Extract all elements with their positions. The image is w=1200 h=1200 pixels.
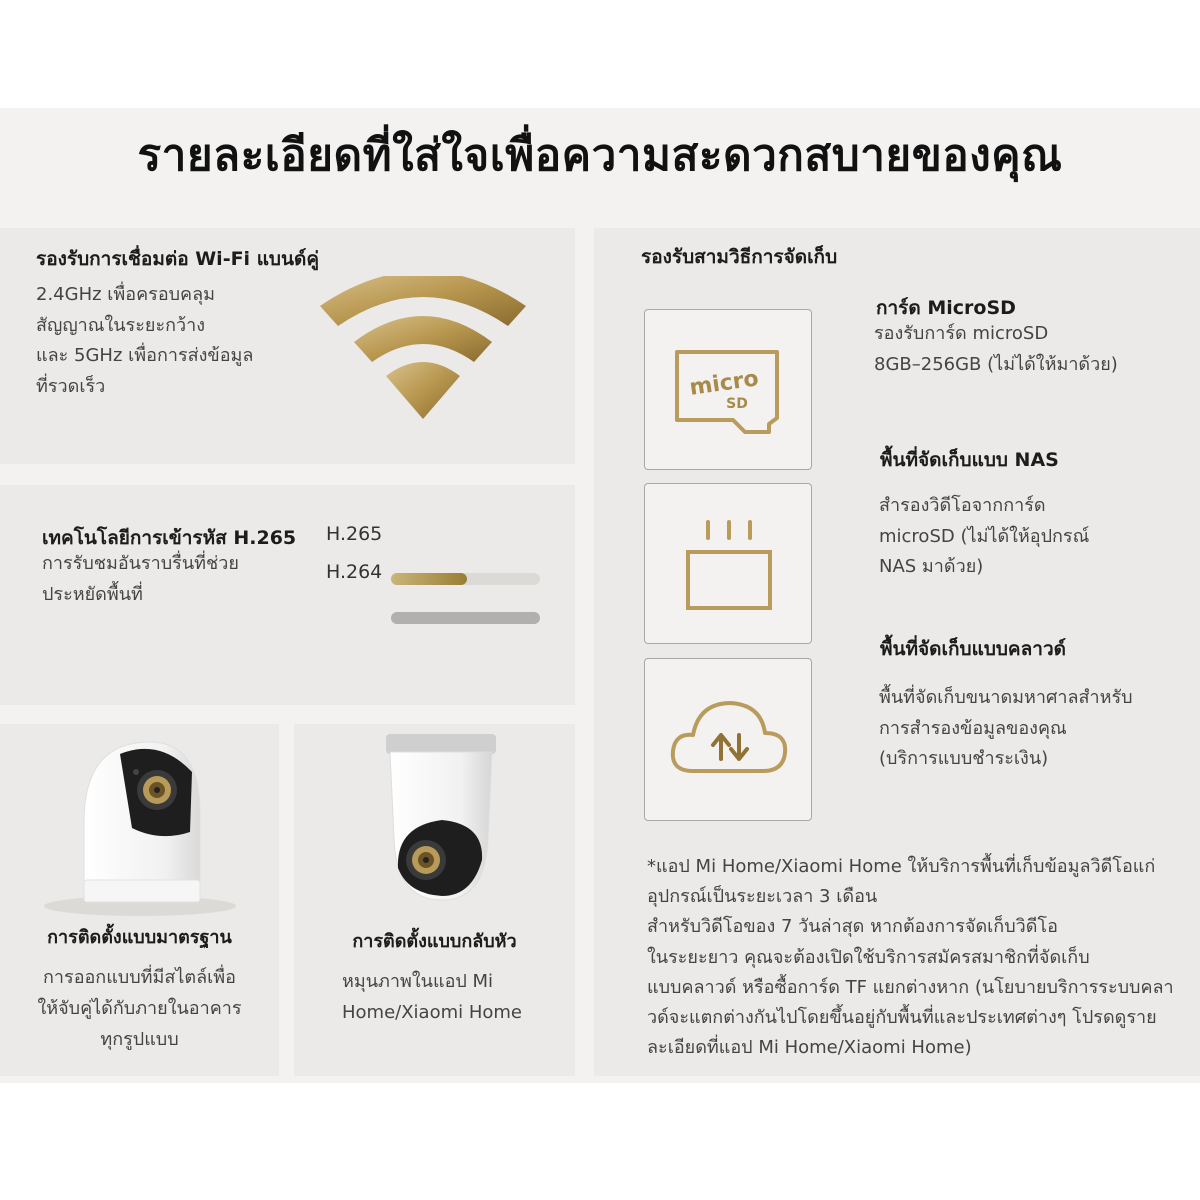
ceiling-mount-description — [342, 966, 562, 1028]
cloud-option-title: พื้นที่จัดเก็บแบบคลาวด์ — [880, 638, 1066, 660]
footnote-line: แบบคลาวด์ หรือซื้อการ์ด TF แยกต่างหาก (นโยบายบริการระบบคลา — [647, 976, 1174, 998]
standard-mount-line: ให้จับคู่ได้กับภายในอาคาร — [37, 998, 242, 1019]
wifi-line: สัญญาณในระยะกว้าง — [36, 314, 206, 336]
page-title: รายละเอียดที่ใส่ใจเพื่อความสะดวกสบายของคุณ — [137, 130, 1063, 181]
standard-mount-panel — [0, 724, 279, 1076]
codec-heading: เทคโนโลยีการเข้ารหัส H.265 — [42, 527, 297, 549]
svg-text:micro: micro — [687, 366, 761, 401]
wifi-line: 2.4GHz เพื่อครอบคลุม — [36, 284, 215, 305]
codec-line: ประหยัดพื้นที่ — [42, 583, 143, 605]
storage-panel — [594, 228, 1200, 1076]
footnote-line: *แอป Mi Home/Xiaomi Home ให้บริการพื้นที่เก็บข้อมูลวิดีโอแก่ — [647, 856, 1156, 877]
footnote-line: อุปกรณ์เป็นระยะเวลา 3 เดือน — [647, 886, 878, 908]
footnote-line: วด์จะแตกต่างกันไปโดยขึ้นอยู่กับพื้นที่และประเทศต่างๆ โปรดดูราย — [647, 1007, 1157, 1029]
ceiling-mount-title: การติดตั้งแบบกลับหัว — [352, 931, 517, 952]
h264-label: H.264 — [326, 561, 383, 583]
standard-mount-description — [0, 962, 279, 1055]
cloud-option-line: พื้นที่จัดเก็บขนาดมหาศาลสำหรับ — [879, 687, 1133, 708]
cloud-option-description — [879, 683, 1179, 775]
microsd-option-title: การ์ด MicroSD — [876, 297, 1016, 319]
wifi-description — [36, 280, 296, 402]
ceiling-mount-line: หมุนภาพในแอป Mi — [342, 971, 494, 992]
standard-mount-title: การติดตั้งแบบมาตรฐาน — [47, 927, 232, 948]
cloud-option-line: การสำรองข้อมูลของคุณ — [879, 717, 1067, 739]
nas-option-title: พื้นที่จัดเก็บแบบ NAS — [880, 449, 1059, 471]
nas-option-line: สำรองวิดีโอจากการ์ด — [879, 495, 1046, 516]
microsd-option-line: 8GB–256GB (ไม่ได้ให้มาด้วย) — [874, 353, 1118, 375]
nas-icon-box — [644, 483, 812, 644]
cloud-option-line: (บริการแบบชำระเงิน) — [879, 748, 1049, 769]
wifi-line: และ 5GHz เพื่อการส่งข้อมูล — [36, 345, 254, 366]
h264-bar-fill — [391, 612, 540, 624]
standard-mount-line: การออกแบบที่มีสไตล์เพื่อ — [43, 967, 236, 988]
footnote-line: ในระยะยาว คุณจะต้องเปิดใช้บริการสมัครสมาชิกที่จัดเก็บ — [647, 946, 1090, 968]
microsd-card-icon — [645, 310, 813, 471]
ceiling-mount-line: Home/Xiaomi Home — [342, 1002, 523, 1023]
cloud-icon-box — [644, 658, 812, 821]
codec-description — [42, 549, 302, 610]
codec-line: การรับชมอันราบรื่นที่ช่วย — [42, 553, 239, 574]
footnote-line: สำหรับวิดีโอของ 7 วันล่าสุด หากต้องการจัดเก็บวิดีโอ — [647, 916, 1058, 938]
camera-standard-image — [40, 732, 240, 917]
nas-option-line: NAS มาด้วย) — [879, 556, 984, 577]
footnote-line: ละเอียดที่แอป Mi Home/Xiaomi Home) — [647, 1037, 972, 1059]
wifi-heading: รองรับการเชื่อมต่อ Wi-Fi แบนด์คู่ — [36, 248, 320, 270]
microsd-option-line: รองรับการ์ด microSD — [874, 323, 1049, 344]
storage-heading: รองรับสามวิธีการจัดเก็บ — [641, 246, 838, 268]
wifi-icon — [318, 276, 528, 426]
storage-footnote — [647, 852, 1195, 1063]
microsd-option-description — [874, 319, 1174, 380]
nas-option-line: microSD (ไม่ได้ให้อุปกรณ์ — [879, 525, 1090, 547]
h265-label: H.265 — [326, 523, 383, 545]
wifi-line: ที่รวดเร็ว — [36, 375, 106, 397]
wifi-panel — [0, 228, 575, 464]
svg-text:SD: SD — [726, 396, 748, 412]
standard-mount-line: ทุกรูปแบบ — [100, 1029, 179, 1050]
camera-ceiling-image — [376, 728, 506, 908]
cloud-sync-icon — [645, 659, 813, 822]
nas-device-icon — [645, 484, 813, 645]
h265-bar-fill — [391, 573, 467, 585]
ceiling-mount-panel — [294, 724, 575, 1076]
nas-option-description — [879, 491, 1179, 583]
microsd-icon-box — [644, 309, 812, 470]
codec-panel — [0, 485, 575, 705]
